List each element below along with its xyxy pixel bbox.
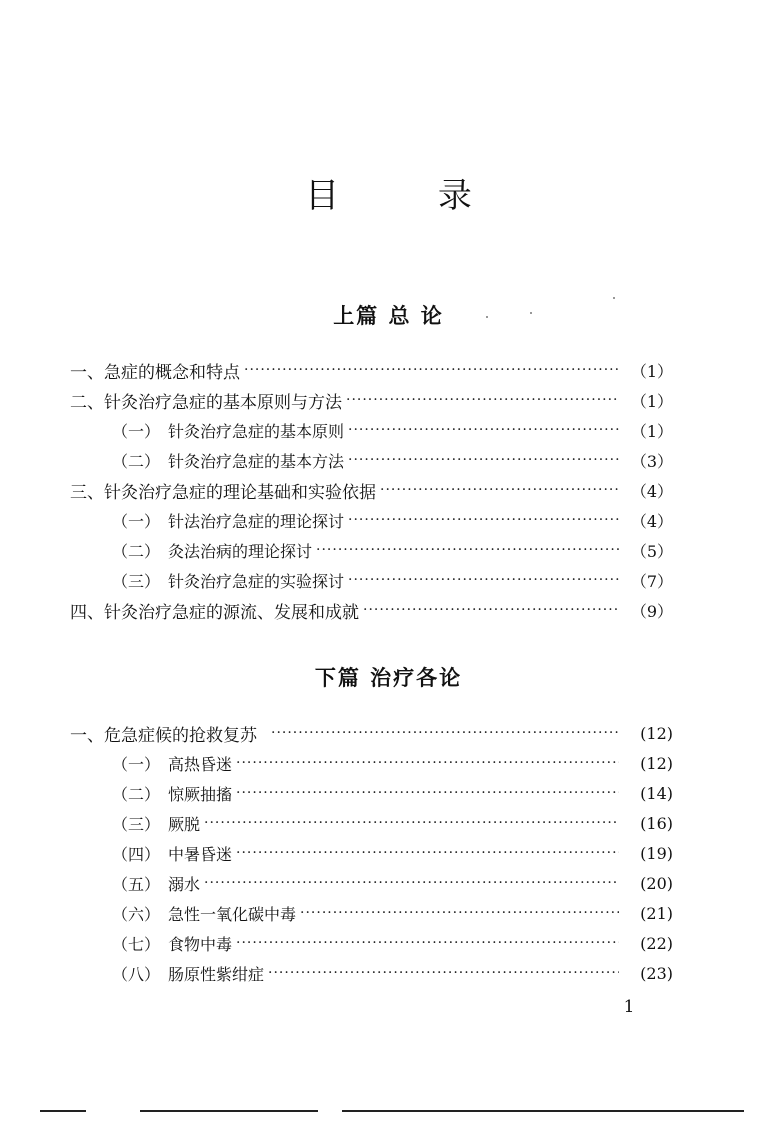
toc-entry[interactable] (0, 810, 777, 836)
toc-entry-number: （一） (112, 511, 161, 531)
toc-entry-number: （八） (112, 964, 161, 984)
toc-entry-number: （五） (112, 874, 161, 894)
toc-entry-page: （3） (630, 451, 673, 471)
toc-entry-title: 一、急症的概念和特点 (70, 362, 240, 383)
toc-entry-title: 一、危急症候的抢救复苏 (70, 725, 257, 746)
part2-title: 下篇 治疗各论 (314, 666, 463, 690)
toc-entry-title: 二、针灸治疗急症的基本原则与方法 (70, 392, 342, 413)
leader-dots (348, 422, 619, 438)
toc-entry-number: （三） (112, 814, 161, 834)
leader-dots (236, 755, 619, 771)
toc-entry[interactable] (0, 960, 777, 986)
leader-dots (244, 362, 619, 378)
scan-speck (486, 316, 488, 318)
toc-entry-page: （9） (630, 601, 673, 621)
toc-entry[interactable] (0, 870, 777, 896)
toc-entry[interactable] (0, 477, 777, 503)
leader-dots (348, 512, 619, 528)
toc-entry-title: 灸法治病的理论探讨 (168, 541, 313, 561)
toc-entry-number: （一） (112, 754, 161, 774)
toc-entry-page: (22) (640, 933, 673, 953)
toc-entry-title: 溺水 (168, 874, 201, 894)
toc-entry[interactable] (0, 357, 777, 383)
toc-entry[interactable] (0, 900, 777, 926)
page-title: 目 录 (305, 176, 516, 216)
toc-entry-title: 食物中毒 (168, 934, 233, 954)
leader-dots (204, 815, 619, 831)
toc-entry-title: 针灸治疗急症的基本方法 (168, 451, 345, 471)
toc-entry-page: (21) (640, 903, 673, 923)
toc-entry-title: 厥脱 (168, 814, 201, 834)
leader-dots (236, 935, 619, 951)
toc-entry-page: （1） (630, 361, 673, 381)
toc-entry[interactable] (0, 537, 777, 563)
toc-entry[interactable] (0, 780, 777, 806)
toc-entry-page: （4） (630, 481, 673, 501)
toc-entry-title: 中暑昏迷 (168, 844, 233, 864)
toc-entry-page: (20) (640, 873, 673, 893)
toc-entry-number: （二） (112, 541, 161, 561)
leader-dots (236, 785, 619, 801)
toc-entry-number: （二） (112, 784, 161, 804)
footer-rule (140, 1110, 318, 1112)
toc-entry-number: （四） (112, 844, 161, 864)
toc-entry-page: (14) (640, 783, 673, 803)
toc-entry-title: 针灸治疗急症的实验探讨 (168, 571, 345, 591)
toc-entry[interactable] (0, 720, 777, 746)
leader-dots (380, 482, 619, 498)
toc-entry-number: （一） (112, 421, 161, 441)
leader-dots (268, 965, 619, 981)
footer-rule (342, 1110, 744, 1112)
toc-entry-title: 惊厥抽搐 (168, 784, 233, 804)
leader-dots (316, 542, 619, 558)
leader-dots (346, 392, 619, 408)
toc-entry-page: (12) (640, 723, 673, 743)
toc-entry-title: 肠原性紫绀症 (168, 964, 265, 984)
toc-entry-number: （三） (112, 571, 161, 591)
toc-entry-title: 高热昏迷 (168, 754, 233, 774)
leader-dots (363, 602, 619, 618)
toc-entry-number: （七） (112, 934, 161, 954)
part1-title: 上篇 总 论 (333, 304, 444, 328)
toc-entry[interactable] (0, 387, 777, 413)
toc-entry-page: （1） (630, 391, 673, 411)
toc-entry-page: (16) (640, 813, 673, 833)
toc-entry-page: （1） (630, 421, 673, 441)
toc-entry-page: (23) (640, 963, 673, 983)
toc-entry-number: （二） (112, 451, 161, 471)
toc-entry-title: 急性一氧化碳中毒 (168, 904, 297, 924)
leader-dots (348, 452, 619, 468)
leader-dots (236, 845, 619, 861)
toc-entry[interactable] (0, 840, 777, 866)
toc-entry[interactable] (0, 447, 777, 473)
toc-entry-title: 针法治疗急症的理论探讨 (168, 511, 345, 531)
scan-speck (530, 312, 532, 314)
toc-entry-page: （4） (630, 511, 673, 531)
toc-entry[interactable] (0, 597, 777, 623)
toc-entry-title: 三、针灸治疗急症的理论基础和实验依据 (70, 482, 376, 503)
toc-entry[interactable] (0, 930, 777, 956)
toc-entry-number: （六） (112, 904, 161, 924)
page-number: 1 (623, 997, 635, 1017)
leader-dots (300, 905, 619, 921)
toc-entry-page: (12) (640, 753, 673, 773)
leader-dots (348, 572, 619, 588)
scan-speck (613, 297, 615, 299)
footer-rule (40, 1110, 86, 1112)
leader-dots (204, 875, 619, 891)
toc-entry-page: （7） (630, 571, 673, 591)
toc-entry-page: (19) (640, 843, 673, 863)
toc-entry-title: 针灸治疗急症的基本原则 (168, 421, 345, 441)
toc-entry[interactable] (0, 567, 777, 593)
toc-entry[interactable] (0, 417, 777, 443)
toc-entry-page: （5） (630, 541, 673, 561)
toc-entry-title: 四、针灸治疗急症的源流、发展和成就 (70, 602, 359, 623)
toc-entry[interactable] (0, 507, 777, 533)
toc-entry[interactable] (0, 750, 777, 776)
leader-dots (271, 725, 619, 741)
